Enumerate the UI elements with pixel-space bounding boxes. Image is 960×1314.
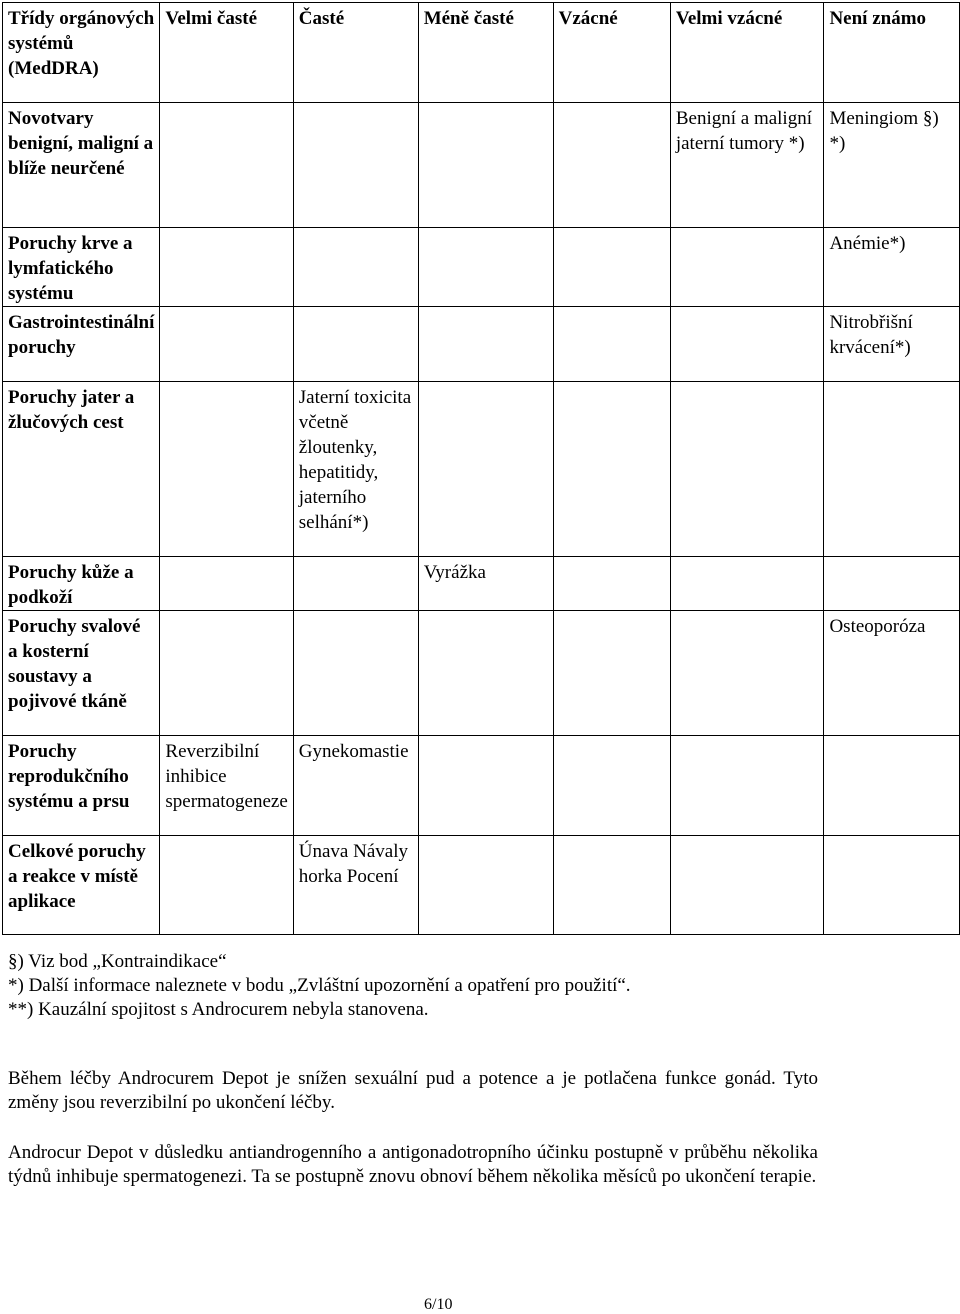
table-row [3, 382, 960, 557]
cell-uncommon [418, 836, 553, 935]
cell-rare [553, 103, 670, 228]
cell-uncommon: Vyrážka [418, 557, 553, 611]
header-common: Časté [293, 3, 418, 103]
cell-uncommon [418, 228, 553, 307]
row-class: Gastrointestinální poruchy [3, 307, 160, 382]
table-row [3, 611, 960, 736]
row-class: Poruchy svalové a kosterní soustavy a pojivové tkáně [3, 611, 160, 736]
cell-common [293, 103, 418, 228]
cell-common: Gynekomastie [293, 736, 418, 836]
body-paragraph: Androcur Depot v důsledku antiandrogenního a antigonadotropního účinku postupně v průběhu několika týdnů inhibuje spermatogenezi. Ta se postupně znovu obnoví během několika měsíců po ukončení terapie. [8, 1142, 818, 1187]
cell-common [293, 611, 418, 736]
row-class: Poruchy kůže a podkoží [3, 557, 160, 611]
cell-unknown [824, 736, 960, 836]
table-row [3, 557, 960, 611]
row-class: Celkové poruchy a reakce v místě aplikace [3, 836, 160, 935]
cell-common [293, 228, 418, 307]
cell-very-rare: Benigní a maligní jaterní tumory *) [670, 103, 824, 228]
header-very-rare: Velmi vzácné [670, 3, 824, 103]
cell-very-rare [670, 307, 824, 382]
cell-rare [553, 228, 670, 307]
row-class: Poruchy krve a lymfatického systému [3, 228, 160, 307]
cell-common: Únava Návaly horka Pocení [293, 836, 418, 935]
cell-very-common [160, 557, 293, 611]
header-rare: Vzácné [553, 3, 670, 103]
cell-uncommon [418, 103, 553, 228]
table-footnotes [8, 950, 631, 1022]
cell-unknown: Nitrobřišní krvácení*) [824, 307, 960, 382]
body-paragraph: Během léčby Androcurem Depot je snížen sexuální pud a potence a je potlačena funkce gonád. Tyto změny jsou reverzibilní po ukončení léčby. [8, 1068, 818, 1113]
cell-common: Jaterní toxicita včetně žloutenky, hepatitidy, jaterního selhání*) [293, 382, 418, 557]
cell-very-common [160, 836, 293, 935]
cell-very-common [160, 103, 293, 228]
cell-rare [553, 557, 670, 611]
adverse-effects-table [2, 2, 960, 935]
row-class: Poruchy reprodukčního systému a prsu [3, 736, 160, 836]
table-row [3, 307, 960, 382]
table-row [3, 103, 960, 228]
cell-rare [553, 736, 670, 836]
row-class: Poruchy jater a žlučových cest [3, 382, 160, 557]
footnote: §) Viz bod „Kontraindikace“ [8, 951, 227, 972]
header-uncommon: Méně časté [418, 3, 553, 103]
cell-very-rare [670, 736, 824, 836]
cell-very-rare [670, 228, 824, 307]
cell-rare [553, 836, 670, 935]
page-number: 6/10 [424, 1296, 453, 1313]
footnote: *) Další informace naleznete v bodu „Zvláštní upozornění a opatření pro použití“. [8, 975, 631, 996]
cell-very-common [160, 382, 293, 557]
table-row [3, 836, 960, 935]
cell-very-common [160, 307, 293, 382]
cell-unknown: Meningiom §) *) [824, 103, 960, 228]
footnote: **) Kauzální spojitost s Androcurem nebyla stanovena. [8, 999, 429, 1020]
table-header-row [3, 3, 960, 103]
header-class: Třídy orgánových systémů (MedDRA) [3, 3, 160, 103]
cell-rare [553, 611, 670, 736]
cell-unknown [824, 557, 960, 611]
cell-very-common: Reverzibilní inhibice spermatogeneze [160, 736, 293, 836]
cell-rare [553, 382, 670, 557]
cell-very-rare [670, 611, 824, 736]
cell-uncommon [418, 611, 553, 736]
cell-very-rare [670, 382, 824, 557]
cell-very-rare [670, 557, 824, 611]
cell-common [293, 557, 418, 611]
cell-common [293, 307, 418, 382]
cell-unknown [824, 382, 960, 557]
cell-uncommon [418, 307, 553, 382]
cell-unknown: Anémie*) [824, 228, 960, 307]
cell-very-common [160, 228, 293, 307]
cell-very-rare [670, 836, 824, 935]
table-row [3, 228, 960, 307]
cell-uncommon [418, 736, 553, 836]
header-unknown: Není známo [824, 3, 960, 103]
table-row [3, 736, 960, 836]
row-class: Novotvary benigní, maligní a blíže neurčené [3, 103, 160, 228]
cell-very-common [160, 611, 293, 736]
cell-rare [553, 307, 670, 382]
cell-unknown: Osteoporóza [824, 611, 960, 736]
cell-unknown [824, 836, 960, 935]
cell-uncommon [418, 382, 553, 557]
header-very-common: Velmi časté [160, 3, 293, 103]
